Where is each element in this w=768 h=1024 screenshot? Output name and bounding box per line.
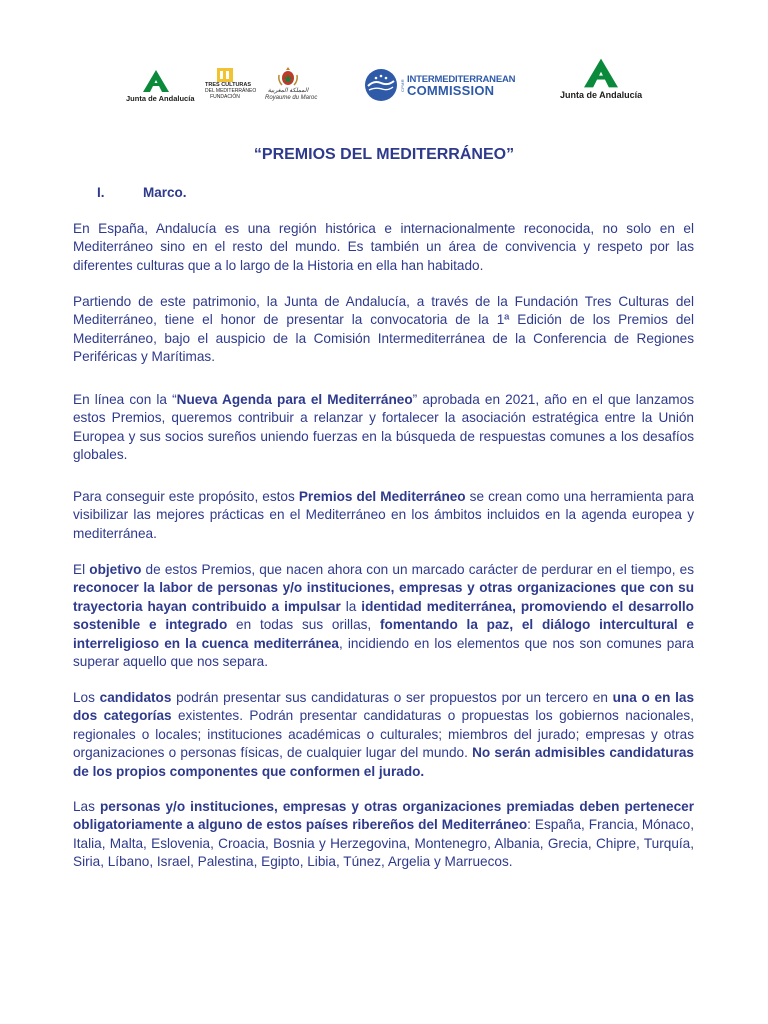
paragraph-agenda: En línea con la “Nueva Agenda para el Mediterráneo” aprobada en 2021, año en el que lanzamos estos Premios, queremos contribuir a relanzar y fortalecer la asociación estratégica entre la Unión Europea y sus socios sureños uniendo fuerzas en la búsqueda de respuestas comunes a los desafíos globales. xyxy=(73,392,694,463)
imc-title-line2: COMMISSION xyxy=(407,83,495,98)
junta-andalucia-label: Junta de Andalucía xyxy=(560,90,643,100)
morocco-arabic-label: المملكة المغربية xyxy=(267,88,309,94)
tres-culturas-title: TRES CULTURAS xyxy=(205,82,252,88)
logo-header xyxy=(0,58,768,108)
cpmr-label: CPMR xyxy=(400,78,405,92)
paragraph-heritage: Partiendo de este patrimonio, la Junta de Andalucía, a través de la Fundación Tres Culturas del Mediterráneo, tiene el honor de presentar la convocatoria de la 1ª Edición de los Premios del Mediterráneo, bajo el auspicio de la Comisión Intermediterránea de la Conferencia de Regiones Periféricas y Marítimas. xyxy=(73,294,694,365)
section-heading xyxy=(97,185,187,200)
tres-culturas-foundation: FUNDACIÓN xyxy=(210,94,240,100)
section-number: I. xyxy=(97,185,105,200)
imc-globe-icon xyxy=(364,68,398,102)
section-label: Marco. xyxy=(143,185,187,200)
junta-andalucia-label: Junta de Andalucía xyxy=(126,94,195,103)
intermediterranean-commission-logo xyxy=(364,68,515,102)
junta-andalucia-icon xyxy=(584,58,618,88)
tres-culturas-logo xyxy=(205,68,257,100)
junta-andalucia-logo-right xyxy=(560,58,642,100)
junta-andalucia-icon xyxy=(143,70,169,92)
paragraph-intro: En España, Andalucía es una región histórica e internacionalmente reconocida, no solo en el Mediterráneo sino en el resto del mundo. Es también un área de convivencia y respeto por las diferentes culturas que a lo largo de la Historia en ella han habitado. xyxy=(73,221,694,273)
junta-andalucia-logo-left xyxy=(126,70,195,103)
agenda-emphasis: Nueva Agenda para el Mediterráneo xyxy=(176,392,413,407)
paragraph-objective: El objetivo de estos Premios, que nacen ahora con un marcado carácter de perdurar en el tiempo, es reconocer la labor de personas y/o instituciones, empresas y otras organizaciones que con su trayectoria hayan contribuido a impulsar la identidad mediterránea, promoviendo el desarrollo sostenible e integrado en todas sus orillas, fomentando la paz, el diálogo intercultural e interreligioso en la cuenca mediterránea, incidiendo en los elementos que nos son comunes para superar aquello que nos separa. xyxy=(73,562,694,670)
paragraph-countries: Las personas y/o instituciones, empresas y otras organizaciones premiadas deben pertenecer obligatoriamente a alguno de estos países ribereños del Mediterráneo: España, Francia, Mónaco, Italia, Malta, Eslovenia, Croacia, Bosnia y Herzegovina, Montenegro, Albania, Grecia, Chipre, Turquía, Siria, Líbano, Israel, Palestina, Egipto, Libia, Túnez, Argelia y Marruecos. xyxy=(73,799,694,870)
morocco-emblem-icon xyxy=(277,66,299,88)
premios-emphasis: Premios del Mediterráneo xyxy=(298,489,466,504)
paragraph-candidates: Los candidatos podrán presentar sus candidaturas o ser propuestos por un tercero en una o en las dos categorías existentes. Podrán presentar candidaturas o propuestas los gobiernos nacionales, regionales o locales; instituciones académicas o culturales; miembros del jurado; empresas y otras organizaciones o personas físicas, de cualquier lugar del mundo. No serán admisibles candidaturas de los propios componentes que conformen el jurado. xyxy=(73,690,694,779)
tres-culturas-subtitle: DEL MEDITERRÁNEO xyxy=(205,88,257,94)
paragraph-purpose: Para conseguir este propósito, estos Premios del Mediterráneo se crean como una herramienta para visibilizar las mejores prácticas en el Mediterráneo en los ámbitos incluidos en la agenda europea y mediterránea. xyxy=(73,489,694,541)
morocco-french-label: Royaume du Maroc xyxy=(265,95,318,101)
morocco-emblem-logo xyxy=(265,66,318,102)
imc-title-line1: INTERMEDITERRANEAN xyxy=(407,74,516,85)
document-title: “PREMIOS DEL MEDITERRÁNEO” xyxy=(253,146,515,163)
tres-culturas-icon xyxy=(217,68,233,82)
